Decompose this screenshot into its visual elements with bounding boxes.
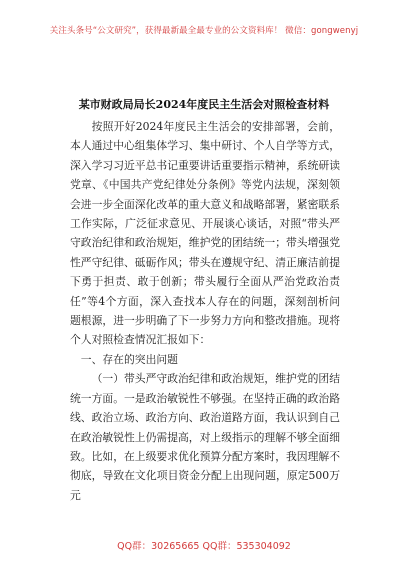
footer-qq-groups: QQ群：30265665 QQ群：535304092 xyxy=(117,541,291,552)
document-title: 某市财政局局长2024年度民主生活会对照检查材料 xyxy=(78,98,330,111)
header-promo-note: 关注头条号“公文研究”，获得最新最全最专业的公文资料库！ 微信：gongwenyj xyxy=(49,26,359,36)
intro-paragraph: 按照开好2024年度民主生活会的安排部署，会前，本人通过中心组集体学习、集中研讨、个人自学等方式，深入学习习近平总书记重要讲话重要指示精神，系统研读党章、《中国共产党纪律处分条例》等党内法规，深刻领会进一步全面深化改革的重大意义和战略部署，紧密联系工作实际，广泛征求意见、开展谈心谈话，对照“带头严守政治纪律和政治规矩，维护党的团结统一；带头增强党性严守纪律、砥砺作风；带头在遵规守纪、清正廉洁前提下勇于担责、敢于创新；带头履行全面从严治党政治责任”等4个方面，深入查找本人存在的问题，深刻剖析问题根源，进一步明确了下一步努力方向和整改措施。现将个人对照检查情况汇报如下： xyxy=(70,120,340,347)
subsection-paragraph: （一）带头严守政治纪律和政治规矩，维护党的团结统一方面。一是政治敏锐性不够强。在坚持正确的政治路线、政治立场、政治方向、政治道路方面，我认识到自己在政治敏锐性上仍需提高，对上级指示的理解不够全面细致。比如，在上级要求优化预算分配方案时，我因理解不彻底，导致在文化项目资金分配上出现问题，原定500万元 xyxy=(70,372,340,502)
section-heading: 一、存在的突出问题 xyxy=(80,352,178,366)
document-body xyxy=(70,117,340,505)
